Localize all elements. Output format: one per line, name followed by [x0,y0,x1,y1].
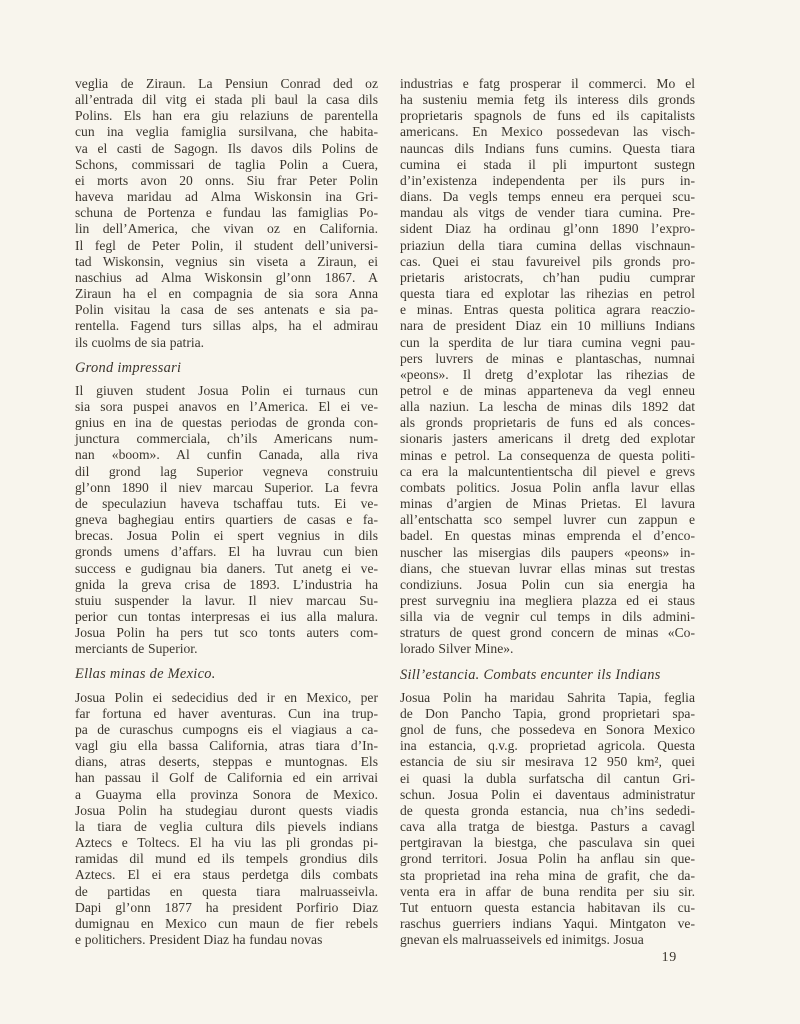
text-line: Polin visitau la casa de ses antenats e sia pa- [75,302,378,318]
text-line: junctura commerciala, ch’ils Americans num- [75,431,378,447]
text-column-right [400,76,695,948]
text-line: cava alla tratga de biestga. Pasturs a cavagl [400,819,695,835]
text-line: all’entschatta sco sempel luvrer cun zappun e [400,512,695,528]
text-line: americans. En Mexico possedevan las visch- [400,124,695,140]
text-line: lorado Silver Mine». [400,641,514,657]
text-line: prietaris aristocrats, ch’han pudiu cumprar [400,269,695,285]
text-line: silla via de vegnir cul temps in dils admini- [400,609,695,625]
text-line: mandau als vitgs de vender tiara cumina. Pre- [400,205,695,221]
text-line: ei quasi la dubla surfatscha dil cantun Gri- [400,770,695,786]
section-heading-grond-impressari: Grond impressari [75,359,182,376]
text-line: d’in’existenza independenta per ils purs in- [400,172,695,188]
text-line: tad Wiskonsin, vegnius sin viseta a Ziraun, ei [75,253,378,269]
text-line: ramidas dil mund ed ils tempels grondius dils [75,851,378,867]
text-line: Il giuven student Josua Polin ei turnaus cun [75,382,378,398]
text-line: ei morts avon 20 onns. Siu frar Peter Polin [75,172,378,188]
text-line: prest survegniu ina megliera plazza ed ei staus [400,593,695,608]
text-line: veglia de Ziraun. La Pensiun Conrad ded oz [75,76,378,91]
text-line: a Guayma ella provinza Sonora de Mexico. [75,786,378,802]
text-line: pers luvrers de minas e plantaschas, numnai [400,350,695,366]
text-line: «peons». Il dretg d’explotar las rihezias de [400,366,695,382]
text-line: vagl giu ella bassa California, atras tiara d’In- [75,738,378,754]
text-line: Il fegl de Peter Polin, il student dell’universi- [75,237,378,253]
text-line: Aztecs e Toltecs. El ha viu las pli grondas pi- [75,835,378,851]
text-line: gnius en ina de questas periodas de gronda con- [75,415,378,431]
text-line: pertgiravan la biestga, che pasculava sin quei [400,835,695,851]
text-line: Tut entuorn questa estancia habitavan ils cu- [400,899,695,915]
text-line: dians, atras deserts, steppas e muntognas. Els [75,754,378,770]
text-line: brecas. Josua Polin ei spert vegnius in dils [75,528,378,544]
text-line: rentella. Fagend turs sillas alps, ha el admirau [75,318,378,334]
text-line: la tiara de veglia cultura dils pievels indians [75,818,378,834]
text-line: perior cun tontas interpresas ei ius alla malura. [75,609,378,624]
text-line: de speculaziun haveva tschaffau tuts. Ei ve- [75,495,378,511]
text-line: nuscher las misergias dils paupers «peons» in- [400,544,695,560]
text-line: badel. En questas minas emprenda el d’enco- [400,528,695,544]
text-line: nauncas dils Indians funs cumins. Questa tiara [400,140,695,156]
text-line: dil grond lag Superior vegneva construiu [75,463,378,479]
text-line: Aztecs. El ei era staus perdetga dils combats [75,867,378,883]
paragraph-superior-boom [75,383,378,658]
section-heading-ellas-minas: Ellas minas de Mexico. [75,666,216,683]
text-line: proprietaris spagnols de funs ed ils capitalists [400,108,695,124]
text-line: far fortuna ed haver aventuras. Cun ina trup- [75,705,378,721]
text-line: all’entrada dil vitg ei stada pli baul la casa dils [75,92,378,108]
text-line: naschius ad Alma Wiskonsin gl’onn 1867. A [75,269,378,285]
text-line: gronds umens d’affars. El ha luvrau cun bien [75,544,378,560]
text-line: condiziuns. Josua Polin cun sia energia ha [400,576,695,592]
text-line: Josua Polin ei sedecidius ded ir en Mexico, per [75,689,378,705]
text-line: straturs de quest grond concern de minas «Co- [400,625,695,641]
section-heading-sill-estancia: Sill’estancia. Combats encunter ils Indians [400,666,661,683]
paragraph-diaz-mines [400,76,695,658]
text-line: nan «boom». Al cunfin Canada, alla riva [75,447,378,463]
text-line: gl’onn 1890 il niev marcau Superior. La fevra [75,479,378,495]
text-line: grond territori. Josua Polin ha anflau sin que- [400,851,695,867]
text-line: questa tiara ed explotar las rihezias en petrol [400,286,695,302]
text-line: minas d’argien de Minas Prietas. El lavura [400,496,695,512]
text-line: minas e petrol. La consequenza de questa politi- [400,447,695,463]
text-line: e politichers. President Diaz ha fundau novas [75,931,323,947]
text-line: e minas. Entras questa politica agrara reaczio- [400,302,695,318]
text-line: schuna de Portenza e fundau las famiglias Po- [75,205,378,221]
text-line: ha susteniu memia fetg ils interess dils gronds [400,92,695,108]
text-line: dians. Da vegls temps enneu era perquei scu- [400,189,695,205]
text-line: Josua Polin ha studegiau duront quests viadis [75,802,378,818]
paragraph-mexico-journey [75,690,378,949]
text-line: cun ina veglia famiglia sursilvana, che habita- [75,124,378,140]
text-line: schun. Josua Polin ei daventaus administratur [400,786,695,802]
text-line: nara de president Diaz ein 10 milliuns Indians [400,318,695,334]
text-line: ils cuolms de sia patria. [75,334,205,350]
text-line: gneva baghegiau entirs quartiers de casas e fa- [75,512,378,528]
text-line: Ziraun ha el en compagnia de sia sora Anna [75,286,378,302]
text-line: sia sora puspei anavos en l’America. El ei ve- [75,398,378,414]
text-line: sident Diaz ha ordinau gl’onn 1890 l’expro- [400,221,695,237]
text-line: gnida la greva crisa de 1893. L’industria ha [75,576,378,592]
paragraph-estancia [400,690,695,949]
text-line: Polins. Els han era giu relaziuns de parentella [75,108,378,124]
text-line: merciants de Superior. [75,641,198,657]
text-line: haveva maridau ad Alma Wiskonsin ina Gri- [75,189,378,205]
text-columns [75,76,695,948]
text-line: sionaris jasters americans il dretg ded explotar [400,431,695,447]
text-line: de Don Pancho Tapia, grond proprietari spa- [400,705,695,721]
text-line: gnevan els malruasseivels ed inimitgs. Josua [400,932,644,948]
text-line: priaziun della tiara cumina dellas vischnaun- [400,237,695,253]
text-line: Josua Polin ha pers tut sco tonts auters com- [75,625,378,641]
text-line: estancia de siu sir mesirava 12 950 km², quei [400,754,695,770]
text-line: dians, che stuevan luvrar ellas minas sut trestas [400,560,695,576]
text-line: lin dell’America, che vivan oz en California. [75,221,378,237]
text-line: als gronds proprietaris de funs ed als conces- [400,415,695,431]
text-line: ca era la malcuntentientscha dil pievel e grevs [400,463,695,479]
text-line: Schons, commissari de taglia Polin a Cuera, [75,156,378,172]
text-line: gnol de funs, che possedeva en Sonora Mexico [400,722,695,738]
text-line: success e gudignau bia daners. Tut anetg ei ve- [75,560,378,576]
text-line: va el casti de Sagogn. Ils davos dils Polins de [75,140,378,156]
text-line: dumignau en Mexico cun maun de fier rebels [75,915,378,931]
text-line: raschus guerriers indians Yaqui. Mintgaton ve- [400,915,695,931]
text-line: combats politics. Josua Polin anfla lavur ellas [400,479,695,495]
text-column-left [75,76,378,948]
paragraph-polins-family [75,76,378,351]
text-line: alla naziun. La lescha de minas dils 1892 dat [400,399,695,415]
text-line: industrias e fatg prosperar il commerci. Mo el [400,76,695,91]
text-line: stuiu suspender la lavur. Il niev marcau Su- [75,592,378,608]
text-line: Josua Polin ha maridau Sahrita Tapia, feglia [400,689,695,705]
page-number: 19 [661,950,677,965]
text-line: sta proprietad ina reha mina de grafit, che da- [400,867,695,883]
text-line: ina estancia, q.v.g. proprietad agricola. Questa [400,738,695,754]
text-line: pa de curaschus cumpogns eis el viagiaus a ca- [75,721,378,737]
text-line: cun la sperdita de lur tiara cumina vegni pau- [400,334,695,350]
text-line: venta era in affar de buna rendita per siu sir. [400,883,695,899]
text-line: han passau il Golf de California ed ein arrivai [75,770,378,786]
text-line: cumina ei stada il pli impurtont sustegn [400,156,695,172]
text-line: de partidas en questa tiara malruasseivla. [75,883,378,899]
text-line: cas. Quei ei stau favureivel pils gronds pro- [400,253,695,269]
text-line: Dapi gl’onn 1877 ha president Porfirio Diaz [75,899,378,915]
text-line: petrol e de minas apparteneva da vegl enneu [400,382,695,398]
text-line: de questa gronda estancia, nua ch’ins sededi- [400,802,695,818]
